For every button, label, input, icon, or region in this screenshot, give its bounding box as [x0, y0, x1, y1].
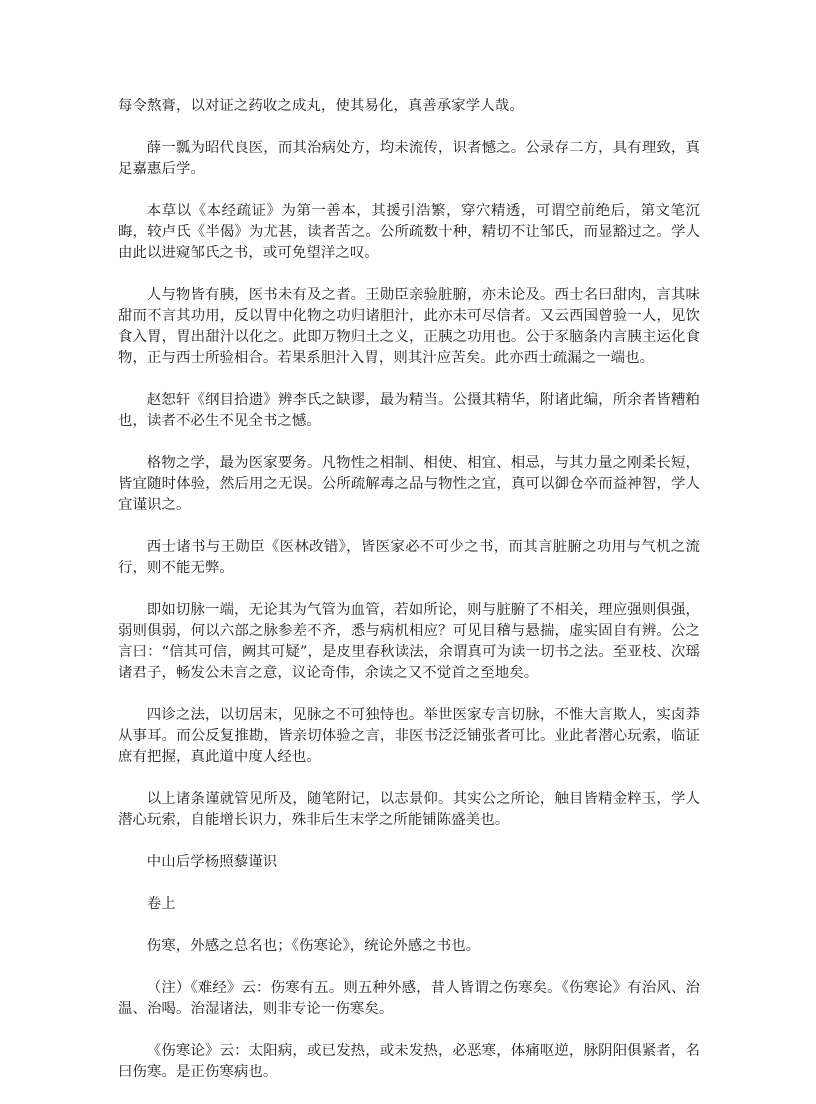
paragraph-7: 西士诸书与王勋臣《医林改错》，皆医家必不可少之书，而其言脏腑之功用与气机之流行，则不能无弊。	[118, 539, 700, 576]
paragraph-6: 格物之学，最为医家要务。凡物性之相制、相使、相宜、相忌，与其力量之刚柔长短，皆宜随时体验，然后用之无误。公所疏解毒之品与物性之宜，真可以御仓卒而益神智，学人宜谨识之。	[118, 455, 700, 513]
paragraph-4: 人与物皆有胰，医书未有及之者。王勋臣亲验脏腑，亦未论及。西士名曰甜肉，言其味甜而不言其功用，反以胃中化物之功归诸胆汁，此亦未可尽信者。又云西国曾验一人，见饮食入胃，胃出甜汁以化之。此即万物归土之义，正胰之功用也。公于豕脑条内言胰主运化食物，正与西士所验相合。若果系胆汁入胃，则其汁应苦矣。此亦西士疏漏之一端也。	[118, 287, 700, 366]
paragraph-3: 本草以《本经疏证》为第一善本，其援引浩繁，穿穴精透，可谓空前绝后，第文笔沉晦，较卢氏《半偈》为尤甚，读者苦之。公所疏数十种，精切不让邹氏，而显豁过之。学人由此以进窥邹氏之书，或可免望洋之叹。	[118, 203, 700, 261]
volume-heading: 卷上	[146, 896, 176, 912]
paragraph-13: 伤寒，外感之总名也；《伤寒论》，统论外感之书也。	[146, 938, 481, 954]
paragraph-1: 每令熬膏，以对证之药收之成丸，使其易化，真善承家学人哉。	[118, 98, 524, 114]
paragraph-15: 《伤寒论》云：太阳病，或已发热，或未发热，必恶寒，体痛呕逆，脉阴阳俱紧者，名曰伤寒。是正伤寒病也。	[118, 1043, 700, 1080]
paragraph-5: 赵恕轩《纲目拾遗》辨李氏之缺谬，最为精当。公摄其精华，附诸此编，所余者皆糟粕也，读者不必生不见全书之憾。	[118, 392, 700, 429]
paragraph-14: （注）《难经》云：伤寒有五。则五种外感，昔人皆谓之伤寒矣。《伤寒论》有治风、治温、治喝。治湿诸法，则非专论一伤寒矣。	[118, 980, 700, 1017]
paragraph-9: 四诊之法，以切居末，见脉之不可独恃也。举世医家专言切脉，不惟大言欺人，实卤莽从事耳。而公反复推勘，皆亲切体验之言，非医书泛泛铺张者可比。业此者潜心玩索，临证庶有把握，真此道中度人经也。	[118, 707, 700, 765]
paragraph-10: 以上诸条谨就管见所及，随笔附记，以志景仰。其实公之所论，触目皆精金粹玉，学人潜心玩索，自能增长识力，殊非后生末学之所能铺陈盛美也。	[118, 791, 700, 828]
paragraph-2: 薛一瓢为昭代良医，而其治病处方，均未流传，识者憾之。公录存二方，具有理致，真足嘉惠后学。	[118, 140, 700, 177]
signature-line: 中山后学杨照藜谨识	[146, 854, 278, 870]
document-page	[118, 96, 700, 1104]
paragraph-8: 即如切脉一端，无论其为气管为血管，若如所论，则与脏腑了不相关，理应强则俱强，弱则俱弱，何以六部之脉参差不齐，悉与病机相应？可见目稽与悬揣，虚实固自有辨。公之言曰：“信其可信，阙其可疑”，是皮里春秋读法，余谓真可为读一切书之法。至亚枝、次瑶诸君子，畅发公未言之意，议论奇伟，余读之又不觉首之至地矣。	[118, 602, 700, 681]
